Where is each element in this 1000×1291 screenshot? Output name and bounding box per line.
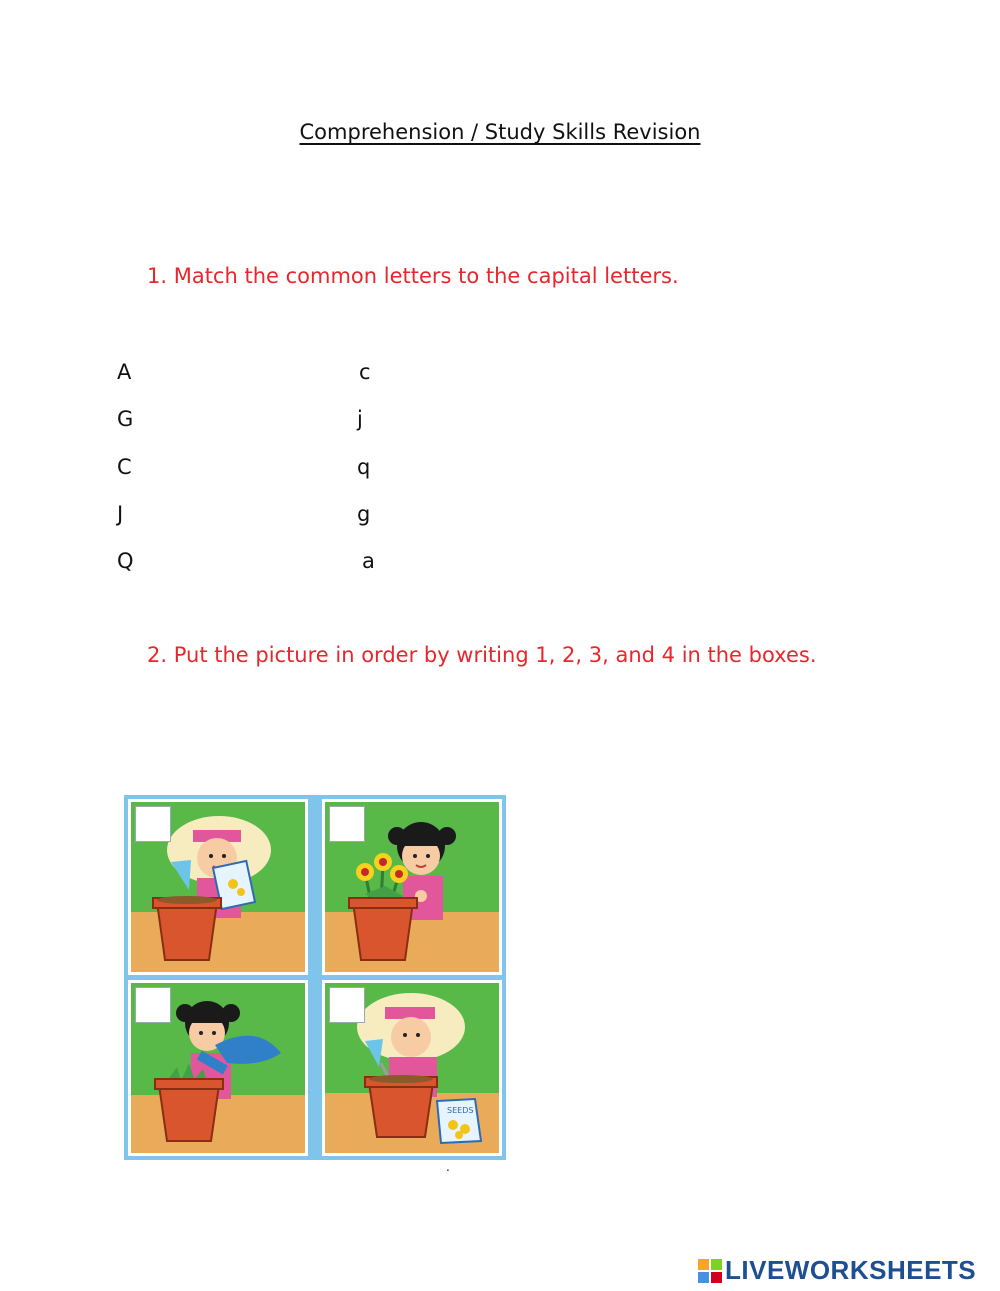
order-answer-box[interactable]: [329, 987, 365, 1023]
seed-packet-label: SEEDS: [447, 1106, 474, 1115]
common-letter: a: [362, 549, 375, 573]
picture-sequence: [124, 795, 506, 1160]
worksheet-title: Comprehension / Study Skills Revision: [299, 120, 701, 144]
picture-panel-watering: [128, 980, 308, 1156]
common-letter: g: [357, 502, 371, 526]
order-answer-box[interactable]: [135, 987, 171, 1023]
capital-letter: G: [117, 407, 134, 431]
common-letter: q: [357, 455, 371, 479]
capital-letter: Q: [117, 549, 134, 573]
capital-letter: A: [117, 360, 132, 384]
common-letter: c: [359, 360, 371, 384]
brand-name: LIVEWORKSHEETS: [725, 1255, 977, 1285]
liveworksheets-logo-icon: [698, 1259, 722, 1283]
liveworksheets-brand[interactable]: [698, 1255, 976, 1286]
footer-mark: .: [446, 1160, 450, 1174]
common-letter: j: [357, 407, 363, 431]
capital-letter: J: [117, 502, 124, 526]
capital-letter: C: [117, 455, 132, 479]
picture-panel-flowers: [322, 799, 502, 975]
question-2: 2. Put the picture in order by writing 1, 2, 3, and 4 in the boxes.: [147, 643, 817, 667]
picture-panel-pot-and-seeds: [322, 980, 502, 1156]
order-answer-box[interactable]: [329, 806, 365, 842]
picture-panel-planting: [128, 799, 308, 975]
order-answer-box[interactable]: [135, 806, 171, 842]
question-1: 1. Match the common letters to the capital letters.: [147, 264, 679, 288]
